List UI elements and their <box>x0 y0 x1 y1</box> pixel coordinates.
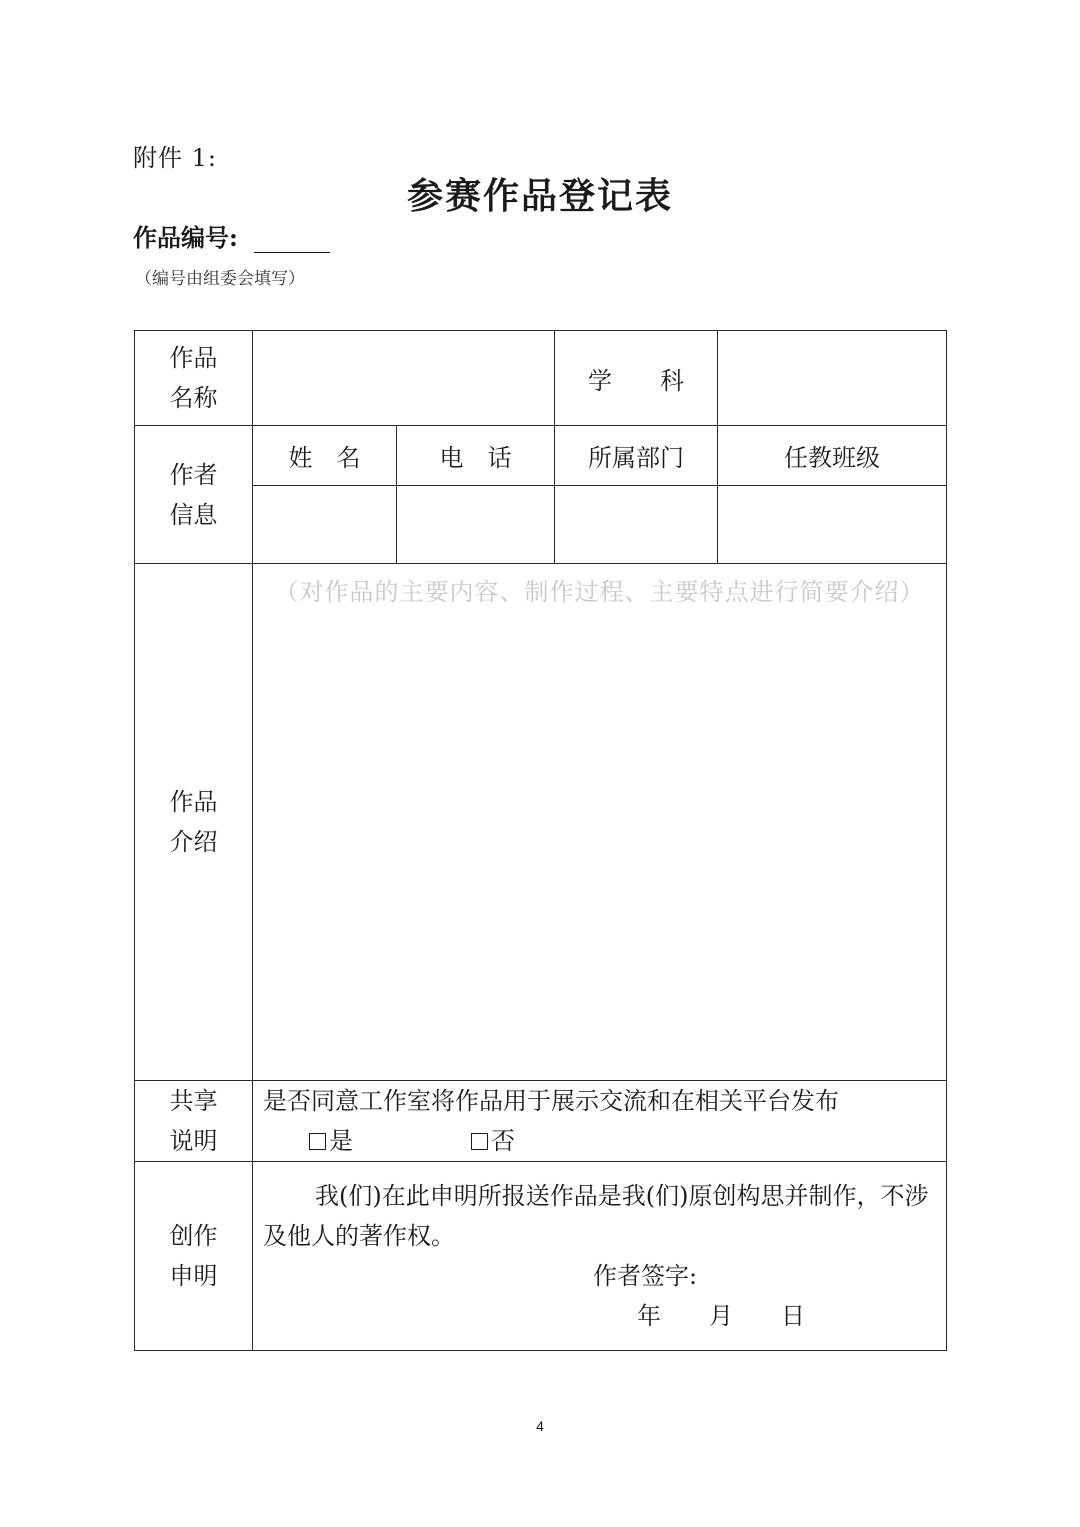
author-class-field[interactable] <box>718 486 947 564</box>
share-cell <box>253 1081 947 1162</box>
author-phone-field[interactable] <box>397 486 555 564</box>
page-number: 4 <box>536 1418 544 1434</box>
annex-label: 附件 1: <box>133 144 217 172</box>
serial-number-row <box>133 218 330 253</box>
checkbox-icon[interactable] <box>309 1133 326 1150</box>
share-yes-label: 是 <box>329 1127 353 1155</box>
subject-field[interactable] <box>718 331 947 426</box>
work-intro-label: 作品 介绍 <box>135 564 253 1081</box>
serial-number-field[interactable] <box>254 228 330 253</box>
share-question: 是否同意工作室将作品用于展示交流和在相关平台发布 <box>263 1087 839 1115</box>
author-name-field[interactable] <box>253 486 397 564</box>
author-info-label: 作者 信息 <box>135 426 253 564</box>
share-options <box>263 1121 946 1161</box>
author-name-header: 姓 名 <box>253 426 397 486</box>
registration-table <box>134 330 947 1351</box>
work-name-field[interactable] <box>253 331 555 426</box>
author-phone-header: 电 话 <box>397 426 555 486</box>
form-title: 参赛作品登记表 <box>406 175 673 217</box>
share-label: 共享 说明 <box>135 1081 253 1162</box>
declaration-cell <box>253 1162 947 1351</box>
serial-number-label: 作品编号: <box>133 223 238 252</box>
work-name-label: 作品 名称 <box>135 331 253 426</box>
share-yes-option[interactable] <box>309 1121 353 1161</box>
share-no-option[interactable] <box>471 1121 515 1161</box>
share-no-label: 否 <box>491 1127 515 1155</box>
author-signature-label[interactable]: 作者签字: <box>593 1262 698 1290</box>
signature-date[interactable]: 年 月 日 <box>637 1302 805 1330</box>
checkbox-icon[interactable] <box>471 1133 488 1150</box>
subject-label: 学 科 <box>555 331 718 426</box>
serial-number-note: （编号由组委会填写） <box>135 269 305 289</box>
work-intro-field[interactable]: （对作品的主要内容、制作过程、主要特点进行简要介绍） <box>253 564 947 1081</box>
declaration-label: 创作 申明 <box>135 1162 253 1351</box>
author-department-field[interactable] <box>555 486 718 564</box>
author-department-header: 所属部门 <box>555 426 718 486</box>
author-class-header: 任教班级 <box>718 426 947 486</box>
declaration-text: 我(们)在此申明所报送作品是我(们)原创构思并制作，不涉及他人的著作权。 <box>263 1182 929 1250</box>
